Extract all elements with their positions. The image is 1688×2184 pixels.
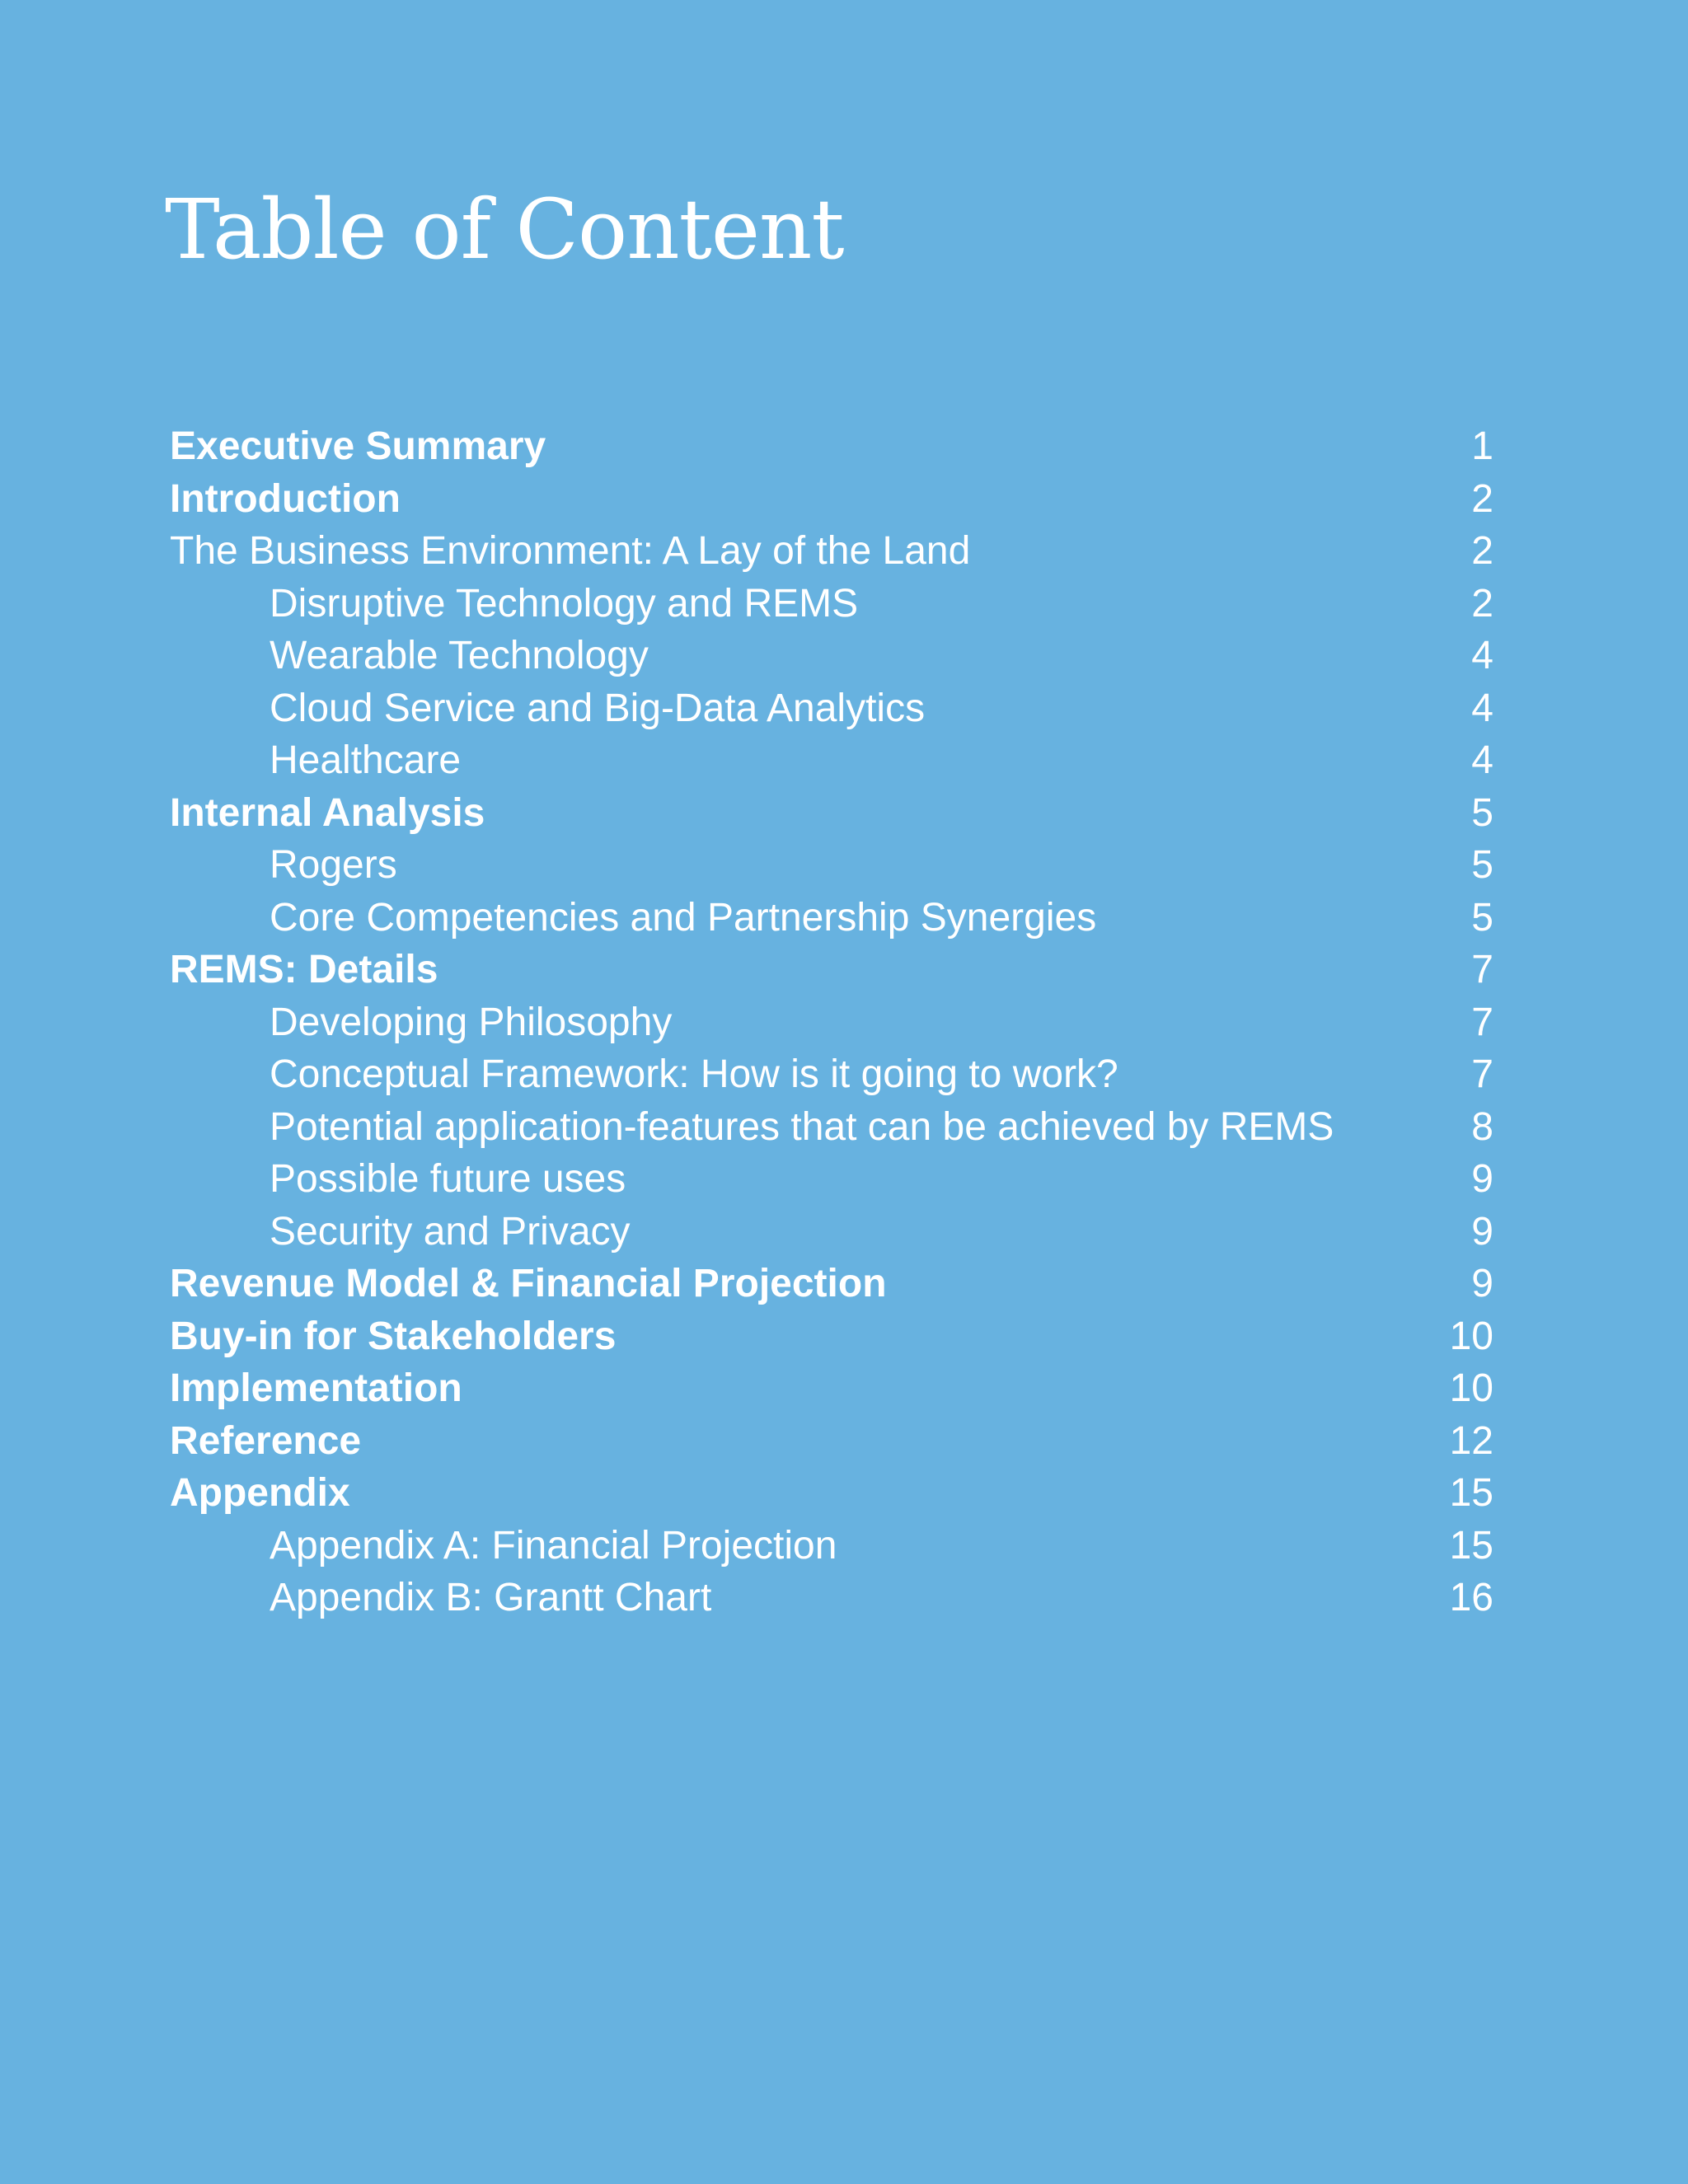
toc-entry[interactable]	[170, 420, 1493, 473]
toc-entry[interactable]	[170, 1415, 1493, 1468]
toc-entry-label: Developing Philosophy	[270, 1000, 673, 1044]
toc-entry-label: Implementation	[170, 1366, 462, 1410]
toc-entry-label: Appendix B: Grantt Chart	[270, 1576, 712, 1619]
toc-entry-label: Wearable Technology	[270, 634, 649, 677]
toc-entry-page-number: 7	[1471, 1000, 1493, 1044]
toc-entry-page-number: 7	[1471, 948, 1493, 991]
toc-entry-page-number: 9	[1471, 1157, 1493, 1201]
page-title: Table of Content	[165, 181, 844, 278]
toc-entry-label: Appendix	[170, 1471, 350, 1515]
toc-entry-page-number: 1	[1471, 424, 1493, 468]
toc-entry-page-number: 9	[1471, 1262, 1493, 1305]
toc-entry-label: REMS: Details	[170, 948, 438, 991]
toc-entry-label: Core Competencies and Partnership Synergies	[270, 895, 1097, 940]
toc-entry-page-number: 12	[1449, 1418, 1493, 1463]
toc-entry-label: Buy-in for Stakeholders	[170, 1314, 617, 1358]
toc-entry-page-number: 10	[1449, 1314, 1493, 1358]
toc-entry-label: Executive Summary	[170, 424, 546, 468]
toc-entry[interactable]	[170, 682, 1493, 735]
toc-entry[interactable]	[170, 1206, 1493, 1258]
toc-entry-label: Cloud Service and Big-Data Analytics	[270, 686, 926, 730]
toc-entry[interactable]	[170, 525, 1493, 578]
toc-entry[interactable]	[170, 892, 1493, 944]
table-of-contents	[170, 420, 1493, 1624]
toc-entry-page-number: 16	[1449, 1576, 1493, 1619]
toc-entry[interactable]	[170, 1153, 1493, 1206]
toc-entry-label: The Business Environment: A Lay of the Land	[170, 529, 971, 573]
toc-entry-page-number: 2	[1471, 476, 1493, 521]
toc-entry-page-number: 5	[1471, 790, 1493, 835]
toc-entry-label: Conceptual Framework: How is it going to work?	[270, 1052, 1118, 1096]
toc-entry-page-number: 15	[1449, 1471, 1493, 1515]
toc-entry[interactable]	[170, 630, 1493, 682]
toc-entry-label: Disruptive Technology and REMS	[270, 581, 859, 626]
toc-entry-label: Security and Privacy	[270, 1209, 631, 1254]
toc-entry-label: Healthcare	[270, 738, 462, 782]
toc-entry-page-number: 7	[1471, 1052, 1493, 1096]
toc-entry[interactable]	[170, 787, 1493, 840]
toc-entry-label: Appendix A: Financial Projection	[270, 1523, 837, 1568]
toc-entry-page-number: 8	[1471, 1104, 1493, 1149]
toc-entry-page-number: 15	[1449, 1523, 1493, 1568]
toc-entry-page-number: 5	[1471, 843, 1493, 887]
toc-entry[interactable]	[170, 473, 1493, 526]
toc-entry[interactable]	[170, 1258, 1493, 1310]
toc-entry-page-number: 4	[1471, 634, 1493, 677]
toc-entry[interactable]	[170, 1362, 1493, 1415]
toc-entry[interactable]	[170, 734, 1493, 787]
toc-entry-page-number: 2	[1471, 529, 1493, 573]
toc-entry-page-number: 4	[1471, 686, 1493, 730]
toc-entry-page-number: 4	[1471, 738, 1493, 782]
toc-entry-page-number: 2	[1471, 581, 1493, 626]
toc-entry[interactable]	[170, 1101, 1493, 1154]
toc-entry-label: Possible future uses	[270, 1157, 626, 1201]
toc-entry[interactable]	[170, 1572, 1493, 1624]
toc-entry[interactable]	[170, 578, 1493, 630]
toc-entry-label: Revenue Model & Financial Projection	[170, 1262, 887, 1305]
toc-entry[interactable]	[170, 996, 1493, 1049]
toc-entry-page-number: 9	[1471, 1209, 1493, 1254]
toc-entry-page-number: 5	[1471, 895, 1493, 940]
toc-entry[interactable]	[170, 1048, 1493, 1101]
toc-entry-label: Reference	[170, 1418, 362, 1463]
toc-entry-label: Potential application-features that can be achieved by REMS	[270, 1104, 1334, 1149]
toc-entry[interactable]	[170, 839, 1493, 892]
toc-entry[interactable]	[170, 1467, 1493, 1520]
toc-entry-page-number: 10	[1449, 1366, 1493, 1410]
toc-entry[interactable]	[170, 1520, 1493, 1572]
toc-entry[interactable]	[170, 1310, 1493, 1363]
toc-entry[interactable]	[170, 944, 1493, 996]
toc-entry-label: Introduction	[170, 476, 401, 521]
toc-entry-label: Rogers	[270, 843, 397, 887]
toc-entry-label: Internal Analysis	[170, 790, 485, 835]
